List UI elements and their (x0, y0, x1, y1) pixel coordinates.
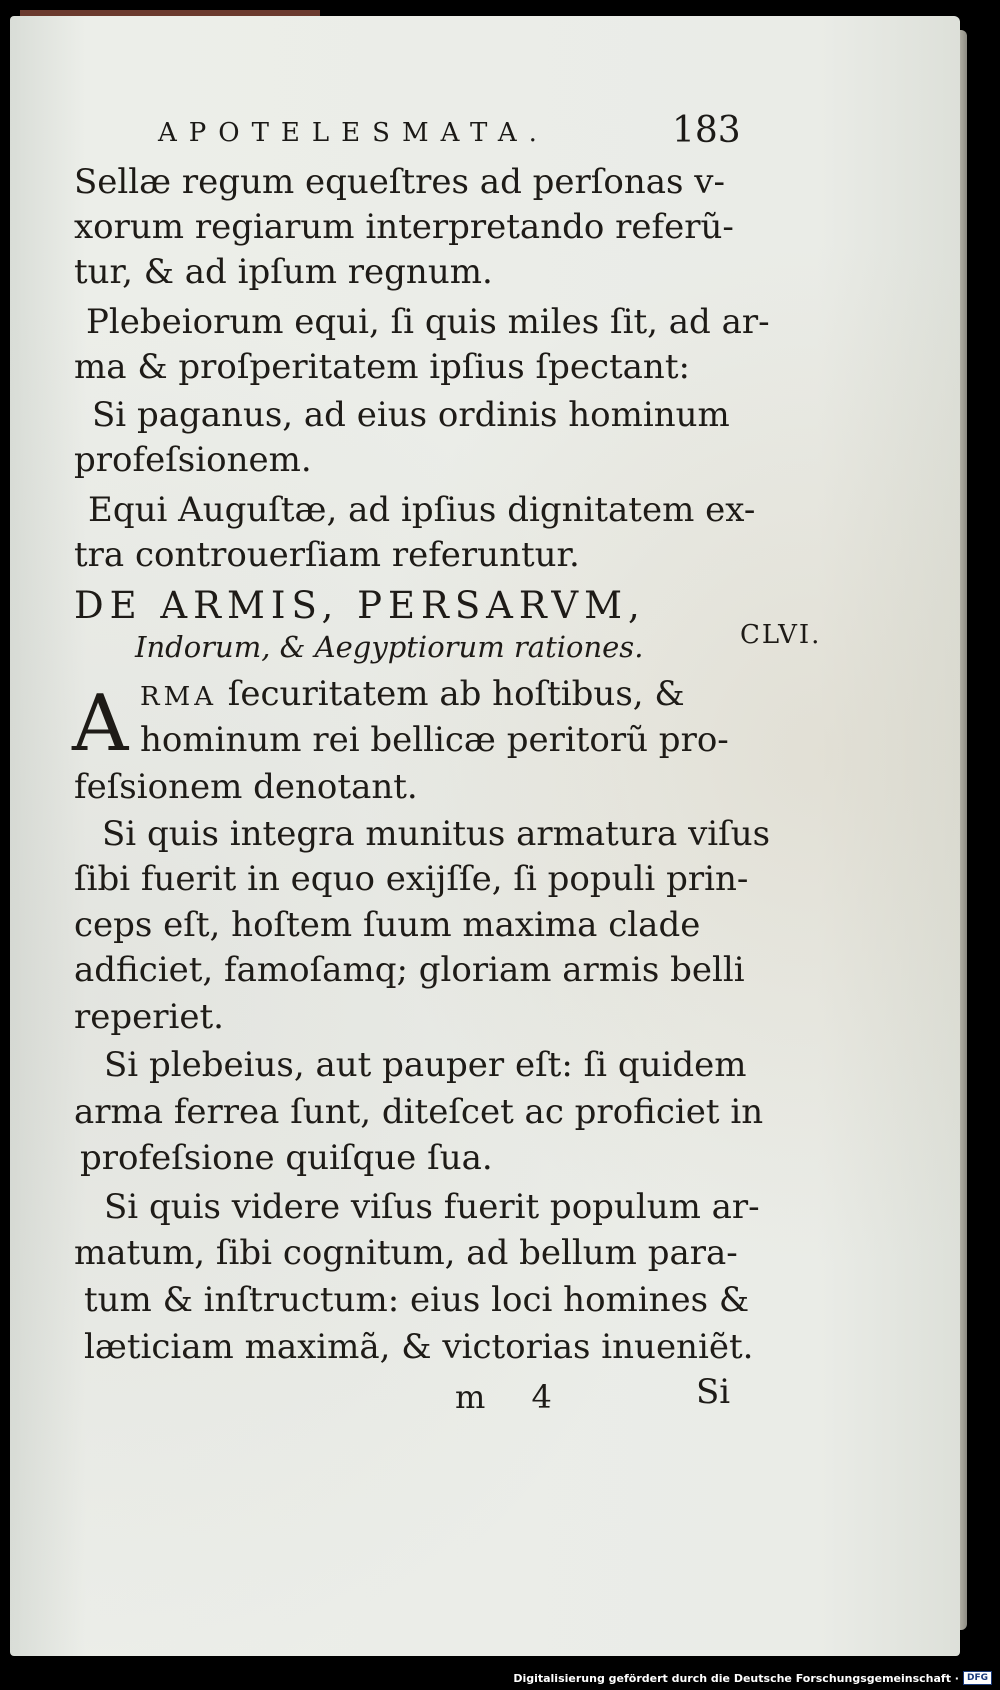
text-line: profeſsione quiſque ſua. (80, 1138, 493, 1178)
text-line: Sellæ regum equeſtres ad perſonas v- (74, 162, 725, 202)
first-word-smallcaps: RMA (140, 682, 217, 712)
section-heading: DE ARMIS, PERSARVM, (74, 584, 646, 627)
catchword: Si (696, 1372, 731, 1412)
text-line: adficiet, famoſamq; gloriam armis belli (74, 950, 745, 990)
text-line: reperiet. (74, 997, 224, 1037)
text-line: profeſsionem. (74, 440, 312, 480)
text-line: arma ferrea ſunt, diteſcet ac proficiet in (74, 1092, 764, 1132)
page-number: 183 (672, 110, 741, 151)
text-line: xorum regiarum interpretando referũ- (74, 207, 734, 247)
text-line: læticiam maximã, & victorias inueniẽt. (84, 1327, 754, 1367)
dfg-logo: DFG (963, 1671, 992, 1685)
text-line: ſibi fuerit in equo exijſſe, ſi populi prin- (74, 859, 749, 899)
section-subheading: Indorum, & Aegyptiorum rationes. (135, 630, 644, 664)
text-line: ceps eſt, hoſtem ſuum maxima clade (74, 905, 701, 945)
digitization-credit (513, 1668, 992, 1688)
signature-mark: m 4 (455, 1378, 570, 1416)
text-line: tum & inſtructum: eius loci homines & (84, 1280, 750, 1320)
credit-text: Digitalisierung gefördert durch die Deutsche Forschungsgemeinschaft · (513, 1671, 959, 1685)
text-line: ma & proſperitatem ipſius ſpectant: (74, 347, 690, 387)
text-line: Si plebeius, aut pauper eſt: ſi quidem (104, 1045, 747, 1085)
text-line (140, 672, 685, 719)
running-head: APOTELESMATA. (158, 118, 549, 148)
text-line: Si quis videre viſus fuerit populum ar- (104, 1187, 760, 1227)
text-line: hominum rei bellicæ peritorũ pro- (140, 720, 729, 760)
text-line: Si paganus, ad eius ordinis hominum (92, 395, 730, 435)
text-line: feſsionem denotant. (74, 767, 418, 807)
text-line: tra controuerſiam referuntur. (74, 535, 580, 575)
text-line: matum, ſibi cognitum, ad bellum para- (74, 1233, 738, 1273)
drop-initial: A (72, 679, 129, 769)
margin-chapter-number: CLVI. (740, 620, 822, 650)
text-line: Equi Auguſtæ, ad ipſius dignitatem ex- (88, 490, 756, 530)
text-line: tur, & ad ipſum regnum. (74, 252, 493, 292)
text-line-rest: ſecuritatem ab hoſtibus, & (227, 674, 685, 714)
text-line: Si quis integra munitus armatura viſus (102, 814, 771, 854)
text-line: Plebeiorum equi, ſi quis miles ſit, ad ar- (86, 302, 770, 342)
